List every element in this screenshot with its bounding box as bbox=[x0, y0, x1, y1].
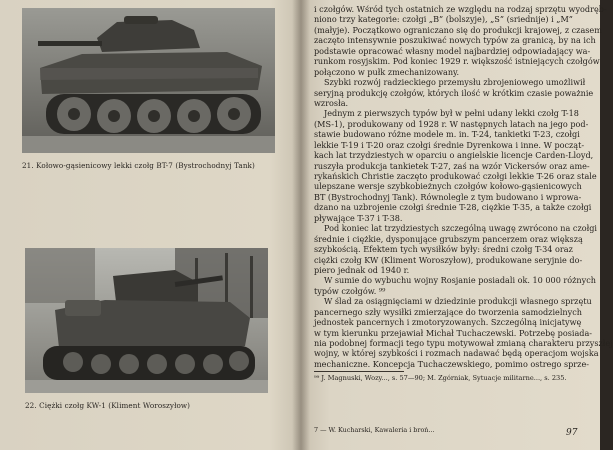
text-line: (MS-1), produkowany od 1928 r. W następnych latach na jego pod- bbox=[314, 118, 589, 129]
text-line: seryjną produkcję czołgów, których ilość w krótkim czasie poważnie bbox=[314, 87, 594, 98]
text-line: pancernego szły wysiłki zmierzające do tworzenia samodzielnych bbox=[314, 306, 582, 317]
text-line: wojny, w której szybkości i rozmach nadawać będą operacjom wojska bbox=[314, 348, 599, 359]
text-line: Szybki rozwój radzieckiego przemysłu zbrojeniowego umożliwił bbox=[324, 77, 586, 88]
text-line: typów czołgów. ⁹⁹ bbox=[314, 285, 386, 296]
text-line: lekkie T-19 i T-20 oraz czołgi średnie Dyrenkowa i inne. W począt- bbox=[314, 139, 585, 150]
text-line: pływające T-37 i T-38. bbox=[314, 212, 403, 223]
text-line: ulepszane wersje szybkobieżnych czołgów kołowo-gąsienicowych bbox=[314, 181, 582, 192]
footnote-rule bbox=[314, 371, 404, 372]
text-line: W ślad za osiągnięciami w dziedzinie produkcji własnego sprzętu bbox=[324, 296, 592, 307]
text-line: zaczęto intensywnie poszukiwać nowych typów za granicą, by na ich bbox=[314, 35, 596, 46]
bt7-tank-photo bbox=[22, 8, 275, 153]
page-number: 97 bbox=[566, 428, 578, 438]
body-text bbox=[314, 4, 613, 383]
text-line: mechaniczne. Koncepcja Tuchaczewskiego, pomimo ostrego sprze- bbox=[314, 358, 589, 369]
text-line: stawie budowano różne modele m. in. T-24, tankietki T-23, czołgi bbox=[314, 129, 580, 140]
text-line: podstawie opracować własny model najbardziej odpowiadający wa- bbox=[314, 45, 591, 56]
text-line: W sumie do wybuchu wojny Rosjanie posiadali ok. 10 000 różnych bbox=[324, 275, 596, 286]
photo-caption-bt7: 21. Kołowo-gąsienicowy lekki czołg BT-7 (Bystrochodnyj Tank) bbox=[22, 161, 255, 170]
kw1-tank-photo bbox=[25, 248, 268, 393]
text-line: wzrosła. bbox=[314, 97, 349, 108]
book-gutter bbox=[292, 0, 310, 450]
text-line: (małyje). Początkowo ograniczano się do produkcji krajowej, z czasem bbox=[314, 24, 602, 35]
page-footer: 7 — W. Kucharski, Kawaleria i broń... bbox=[314, 426, 435, 434]
text-line: BT (Bystrochodnyj Tank). Równolegle z tym budowano i wprowa- bbox=[314, 191, 582, 202]
text-line: nia podobnej formacji tego typu motywował zmianą charakteru przyszłej bbox=[314, 338, 613, 348]
photo-caption-kw1: 22. Ciężki czołg KW-1 (Kliment Woroszyłow) bbox=[25, 401, 191, 410]
text-line: niono trzy kategorie: czołgi „B” (bolszyje), „S” (sriednije) i „M” bbox=[314, 14, 573, 25]
text-line: ruszyła produkcja tankietek T-27, zaś na wzór Vickersów oraz ame- bbox=[314, 160, 590, 171]
text-line: Jednym z pierwszych typów był w pełni udany lekki czołg T-18 bbox=[324, 108, 579, 119]
text-line: runkom rosyjskim. Pod koniec 1929 r. większość istniejących czołgów bbox=[314, 56, 600, 67]
text-line: średnie i ciężkie, dysponujące grubszym pancerzem oraz większą bbox=[314, 233, 583, 244]
text-line: połączono w pułk zmechanizowany. bbox=[314, 66, 460, 77]
text-line: w tym kierunku przejawiał Michał Tuchaczewski. Potrzebę posiada- bbox=[314, 327, 593, 338]
text-line: Pod koniec lat trzydziestych szczególną uwagę zwrócono na czołgi bbox=[324, 223, 597, 234]
text-line: jednostek pancernych i zmotoryzowanych. Szczególną inicjatywę bbox=[314, 317, 582, 328]
text-line: piero jednak od 1940 r. bbox=[314, 264, 410, 275]
footnote: ⁹⁹ J. Magnuski, Wozy..., s. 57—90; M. Zgórniak, Sytuacje militarne..., s. 235. bbox=[314, 374, 567, 383]
text-line: ciężki czołg KW (Kliment Woroszyłow), produkowane seryjnie do- bbox=[314, 254, 583, 265]
text-line: dzano na uzbrojenie czołgi średnie T-28, ciężkie T-35, a także czołgi bbox=[314, 202, 592, 213]
text-line: kach lat trzydziestych w oparciu o angielskie licencje Carden-Lloyd, bbox=[314, 150, 594, 161]
text-line: rykańskich Christie zaczęto produkować czołgi lekkie T-26 oraz stale bbox=[314, 171, 597, 181]
text-line: szybkością. Efektem tych wysiłków były: średni czołg T-34 oraz bbox=[314, 244, 573, 255]
text-line: i czołgów. Wśród tych ostatnich ze względu na rodzaj sprzętu wyodręb- bbox=[314, 4, 607, 14]
